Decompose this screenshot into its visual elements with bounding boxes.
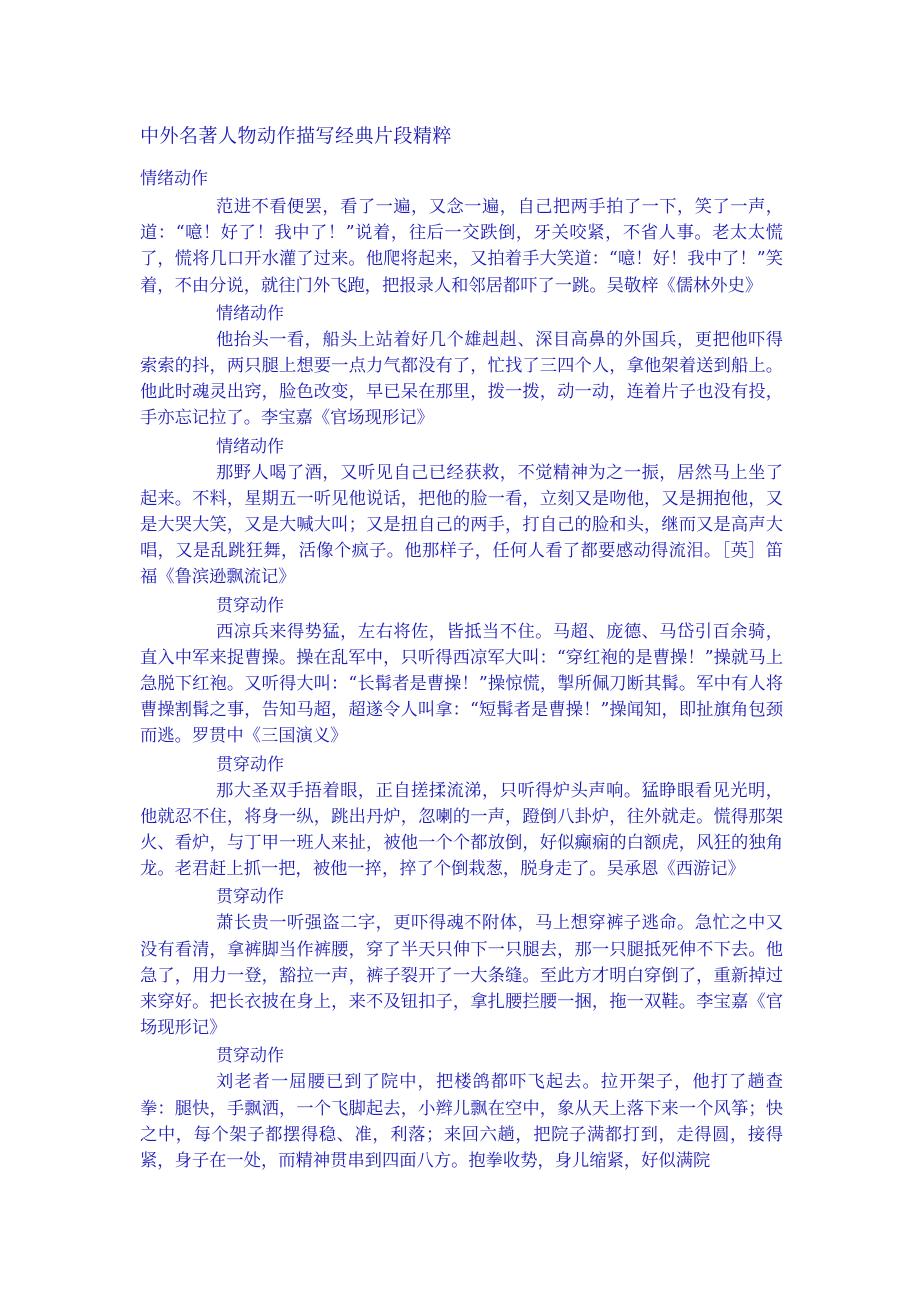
section-heading: 情绪动作: [216, 436, 284, 457]
document-title: 中外名著人物动作描写经典片段精粹: [140, 125, 453, 147]
section-heading: 贯穿动作: [216, 595, 284, 616]
passage-robinson-crusoe: 那野人喝了酒，又听见自己已经获救，不觉精神为之一振，居然马上坐了起来。不料，星期五一听见他说话，把他的脸一看，立刻又是吻他，又是拥抱他，又是大哭大笑，又是大喊大叫；又是扭自己的两手，打自己的脸和头，继而又是高声大唱，又是乱跳狂舞，活像个疯子。他那样子，任何人看了都要感动得流泪。［英］笛福《鲁滨逊飘流记》: [140, 462, 783, 588]
document-body: [140, 194, 783, 1174]
section-heading: 贯穿动作: [216, 887, 284, 908]
passage-rulin-waishi: 范进不看便罢，看了一遍，又念一遍，自己把两手拍了一下，笑了一声，道：“噫！好了！我中了！”说着，往后一交跌倒，牙关咬紧，不省人事。老太太慌了，慌将几口开水灌了过来。他爬将起来，又拍着手大笑道：“噫！好！我中了！”笑着，不由分说，就往门外飞跑，把报录人和邻居都吓了一跳。吴敬梓《儒林外史》: [140, 197, 783, 296]
passage-liu-laozhe: 刘老者一屈腰已到了院中，把楼鸽都吓飞起去。拉开架子，他打了趟查拳：腿快，手飘洒，一个飞脚起去，小辫儿飘在空中，象从天上落下来一个风筝；快之中，每个架子都摆得稳、准，利落；来回六趟，把院子满都打到，走得圆，接得紧，身子在一处，而精神贯串到四面八方。抱拳收势，身儿缩紧，好似满院: [140, 1072, 783, 1172]
passage-xiyouji: 那大圣双手捂着眼，正自搓揉流涕，只听得炉头声响。猛睁眼看见光明，他就忍不住，将身一纵，跳出丹炉，忽喇的一声，蹬倒八卦炉，往外就走。慌得那架火、看炉，与丁甲一班人来扯，被他一个个都放倒，好似癫痫的白额虎，风狂的独角龙。老君赶上抓一把，被他一捽，捽了个倒栽葱，脱身走了。吴承恩《西游记》: [140, 780, 783, 880]
section-heading: 贯穿动作: [216, 754, 284, 775]
passage-guanchang-xianxingji-1: 他抬头一看，船头上站着好几个雄赳赳、深目高鼻的外国兵，更把他吓得索索的抖，两只腿上想要一点力气都没有了，忙找了三四个人，拿他架着送到船上。他此时魂灵出窍，脸色改变，早已呆在那里，拨一拨，动一动，连着片子也没有投，手亦忘记拉了。李宝嘉《官场现形记》: [140, 329, 783, 429]
passage-guanchang-xianxingji-2: 萧长贵一听强盗二字，更吓得魂不附体，马上想穿裤子逃命。急忙之中又没有看清，拿裤脚当作裤腰，穿了半天只伸下一只腿去，那一只腿抵死伸不下去。他急了，用力一登，豁拉一声，裤子裂开了一大条缝。至此方才明白穿倒了，重新掉过来穿好。把长衣披在身上，来不及钮扣子，拿扎腰拦腰一捆，拖一双鞋。李宝嘉《官场现形记》: [140, 913, 783, 1039]
section-heading: 情绪动作: [140, 169, 208, 189]
section-heading: 情绪动作: [216, 303, 284, 324]
section-heading: 贯穿动作: [216, 1046, 284, 1067]
passage-sanguo-yanyi: 西凉兵来得势猛，左右将佐，皆抵当不住。马超、庞德、马岱引百余骑，直入中军来捉曹操。操在乱军中，只听得西凉军大叫：“穿红袍的是曹操！”操就马上急脱下红袍。又听得大叫：“长髯者是曹操！”操惊慌，掣所佩刀断其髯。军中有人将曹操割髯之事，告知马超，超遂令人叫拿：“短髯者是曹操！”操闻知，即扯旗角包颈而逃。罗贯中《三国演义》: [140, 621, 783, 747]
